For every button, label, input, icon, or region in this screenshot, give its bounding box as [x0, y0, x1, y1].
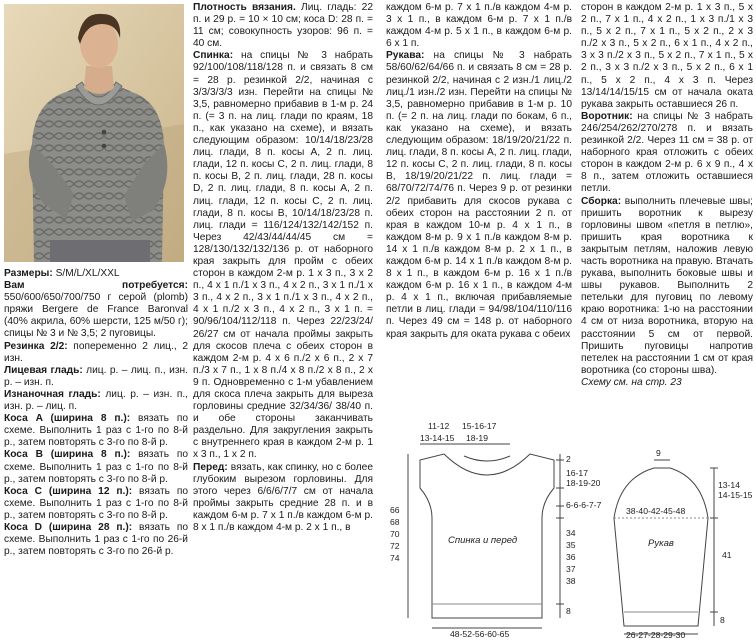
sleeve-dim-bottom: 26-27-28-29-30 [626, 630, 686, 640]
cable-c-para: Коса C (ширина 12 п.): вязать по схеме. Выполнить 1 раз с 1-го по 8-й р., затем повторять с 3-го по 8-й р. [4, 485, 188, 521]
dim-right-5: 34 [566, 528, 576, 538]
gauge-para: Плотность вязания. Лиц. гладь: 22 п. и 29 р. = 10 × 10 см; коса D: 28 п. = 11 см; совокупность узоров: 96 п. = 40 см. [193, 2, 373, 50]
dim-left-4: 72 [390, 541, 400, 551]
collar-para: Воротник: на спицы № 3 набрать 246/254/262/270/278 п. и вязать резинкой 2/2. Через 11 см = 38 р. от наборного края отложить с обеих сторон в каждом 2-м р. 6 х 9 п., 4 х 8 п., затем отложить оставшиеся петли. [581, 110, 753, 195]
diagram-reference: Схему см. на стр. 23 [581, 376, 682, 388]
dim-right-6: 35 [566, 540, 576, 550]
sizes-para: Размеры: S/M/L/XL/XXL [4, 268, 120, 279]
sleeve-dim-mid: 38-40-42-45-48 [626, 506, 686, 516]
dim-left-2: 68 [390, 517, 400, 527]
model-photo [4, 4, 184, 262]
materials-column [4, 268, 188, 558]
dim-right-9: 38 [566, 576, 576, 586]
sleeve-dim-right-3: 41 [722, 550, 732, 560]
dim-top-c: 15-16-17 [462, 421, 497, 431]
assembly-para: Сборка: выполнить плечевые швы; пришить воротник к вырезу горловины швом «петля в петлю», пришить края воротника к закрытым петлям, наложив левую часть воротника на правую. Втачать рукава, выполнить боковые швы и швы рукавов. Выполнить 2 петельки для пуговиц по левому краю воротника: 1-ю на расстоянии 4 см от низа воротника, вторую на расстоянии 5 см от первой. Пришить пуговицы напротив петелек на расстоянии 1 см от края воротника (со стороны шва). [581, 195, 753, 376]
dim-top-b: 13-14-15 [420, 433, 455, 443]
materials-para: Вам потребуется: 550/600/650/700/750 г серой (plomb) пряжи Bergere de France Baronval (40% акрила, 60% шерсти, 125 м/50 г); спицы № 3 и № 3,5; 2 пуговицы. [4, 280, 188, 340]
dim-bottom: 48-52-56-60-65 [450, 629, 510, 639]
sleeve-dim-right-4: 8 [720, 615, 725, 625]
sleeve-dim-top: 9 [656, 448, 661, 458]
finishing-column [581, 2, 753, 389]
back-instructions-column [193, 2, 373, 534]
dim-right-10: 8 [566, 606, 571, 616]
dim-right-4: 6-6-6-7-7 [566, 500, 602, 510]
stockinette-para: Лицевая гладь: лиц. р. – лиц. п., изн. р. – изн. п. [4, 364, 188, 388]
sleeves-continued-para: сторон в каждом 2-м р. 1 х 3 п., 5 х 2 п., 7 х 1 п., 4 х 2 п., 1 х 3 п./1 х 3 п., 5 х 2 п., 7 х 1 п., 5 х 2 п., 2 х 3 п./2 х 3 п., 5 х 2 п., 6 х 1 п., 4 х 2 п., 3 х 3 п./2 х 3 п., 5 х 2 п., 7 х 1 п., 5 х 2 п., 3 х 3 п./2 х 3 п., 5 х 2 п., 6 х 1 п., 5 х 2 п., 4 х 3 п. Через 13/14/14/15/15 см от начала оката рукава закрыть оставшиеся 26 п. [581, 2, 753, 110]
sleeve-dim-right-2: 14-15-15 [718, 490, 753, 500]
sleeves-para: Рукава: на спицы № 3 набрать 58/60/62/64/66 п. и связать 8 см = 28 р. резинкой 2/2, начиная с 2 изн./1 лиц./2 лиц./1 изн./2 изн. Перейти на спицы № 3,5, равномерно прибавив в 1-м р. 10 п. (= 2 п. на лиц. глади по бокам, 6 п., как указано на схеме), и вязать следующим образом: 18/19/20/21/22 п. лиц. глади, 8 п. косы A, 2 п. лиц. глади, 12 п. косы C, 2 п. лиц. глади, 8 п. косы B, 18/19/20/21/22 п. лиц. глади = 68/70/72/74/76 п. Через 9 р. от резинки 2/2 прибавить для скосов рукава с обеих сторон на расстоянии 2 п. от края в каждом 10-м р. 4 х 1 п., в каждом 8-м р. 9 х 1 п./в каждом 8-м р. 14 х 1 п./в каждом 8-м р. 2 х 1 п., в каждом 6-м р. 14 х 1 п./в каждом 8-м р. 8 х 1 п., в каждом 6-м р. 16 х 1 п./в каждом 6-м р. 16 х 1 п., в каждом 4-м р. 4 х 1 п., включая прибавляемые петли в лиц. глади = 94/98/104/110/116 п. Через 49 см = 148 р. от наборного края закрыть для оката рукава с обеих [386, 50, 572, 340]
front-continued-para: каждом 6-м р. 7 х 1 п./в каждом 4-м р. 3 х 1 п., в каждом 6-м р. 7 х 1 п./в каждом 4-м р. 5 х 1 п., в каждом 6-м р. 6 х 1 п. [386, 2, 572, 50]
dim-top-d: 18-19 [466, 433, 488, 443]
sleeve-schematic [598, 448, 752, 640]
dim-right-1: 2 [566, 454, 571, 464]
sleeve-instructions-column [386, 2, 572, 341]
dim-top-a: 11-12 [428, 421, 450, 431]
dim-left-1: 66 [390, 505, 400, 515]
dim-right-7: 36 [566, 552, 576, 562]
dim-left-3: 70 [390, 529, 400, 539]
dim-right-2: 16-17 [566, 468, 588, 478]
cable-d-para: Коса D (ширина 28 п.): вязать по схеме. Выполнить 1 раз с 1-го по 26-й р., затем повторять с 3-го по 26-й р. [4, 521, 188, 558]
body-schematic [380, 418, 602, 640]
dim-right-3: 18-19-20 [566, 478, 601, 488]
back-para: Спинка: на спицы № 3 набрать 92/100/108/118/128 п. и связать 8 см = 28 р. резинкой 2/2, начиная с 3/3/3/3/3 изн. Перейти на спицы № 3,5, равномерно прибавив в 1-м р. 24 п. (= 3 п. на лиц. глади по краям, 18 п., как указано на схеме), и вязать следующим образом: 10/14/18/23/28 лиц. глади, 8 п. косы A, 2 п. лиц. глади, 12 п. косы C, 2 п. лиц. глади, 8 п. косы B, 2 п. лиц. глади, 28 п. косы D, 2 п. лиц. глади, 8 п. косы A, 2 п. лиц. глади, 12 п. косы C, 2 п. лиц. глади, 8 п. косы B, 10/14/18/23/28 п. лиц. глади = 116/124/132/142/152 п. Через 42/43/44/44/45 см = 128/130/132/132/136 р. от наборного края закрыть для пройм с обеих сторон в каждом 2-м р. 1 х 3 п., 3 х 2 п., 4 х 1 п./1 х 3 п., 4 х 2 п., 3 х 1 п./1 х 3 п., 4 х 2 п., 3 х 1 п./1 х 3 п., 4 х 2 п., 4 х 1 п./2 х 3 п., 4 х 2 п., 3 х 1 п. = 90/96/104/112/118 п. Через 22/23/24/ 26/27 см от начала проймы закрыть для скосов плеча с обеих сторон в каждом 2-м р. 4 х 6 п./2 х 6 п., 2 х 7 п./3 х 7 п., 1 х 8 п./4 х 8 п./2 х 8 п., 2 х 9 п. Одновременно с 1-м убавлением для скоса плеча закрыть для выреза горловины средние 32/34/36/ 38/40 п. и обе стороны заканчивать раздельно. Для закругления закрыть с внутреннего края в каждом 2-м р. 1 х 3 п., 1 х 2 п. [193, 50, 373, 461]
cable-a-para: Коса A (ширина 8 п.): вязать по схеме. Выполнить 1 раз с 1-го по 8-й р., затем повторять с 3-го по 8-й р. [4, 413, 188, 449]
dim-left-5: 74 [390, 553, 400, 563]
back-neckline [464, 456, 510, 461]
rib-para: Резинка 2/2: попеременно 2 лиц., 2 изн. [4, 340, 188, 364]
sleeve-dim-right-1: 13-14 [718, 480, 740, 490]
body-schematic-title: Спинка и перед [448, 535, 518, 546]
dim-right-8: 37 [566, 564, 576, 574]
front-para: Перед: вязать, как спинку, но с более глубоким вырезом горловины. Для этого через 6/6/6/7/7 см от начала проймы закрыть средние 28 п. и в каждом 6-м р. 7 х 1 п./в каждом 6-м р. 8 х 1 п./в каждом 4-м р. 2 х 1 п., в [193, 461, 373, 534]
sleeve-schematic-title: Рукав [648, 538, 674, 549]
cable-b-para: Коса B (ширина 8 п.): вязать по схеме. Выполнить 1 раз с 1-го по 8-й р., затем повторять с 3-го по 8-й р. [4, 449, 188, 485]
reverse-para: Изнаночная гладь: лиц. р. – изн. п., изн. р. – лиц. п. [4, 388, 188, 413]
